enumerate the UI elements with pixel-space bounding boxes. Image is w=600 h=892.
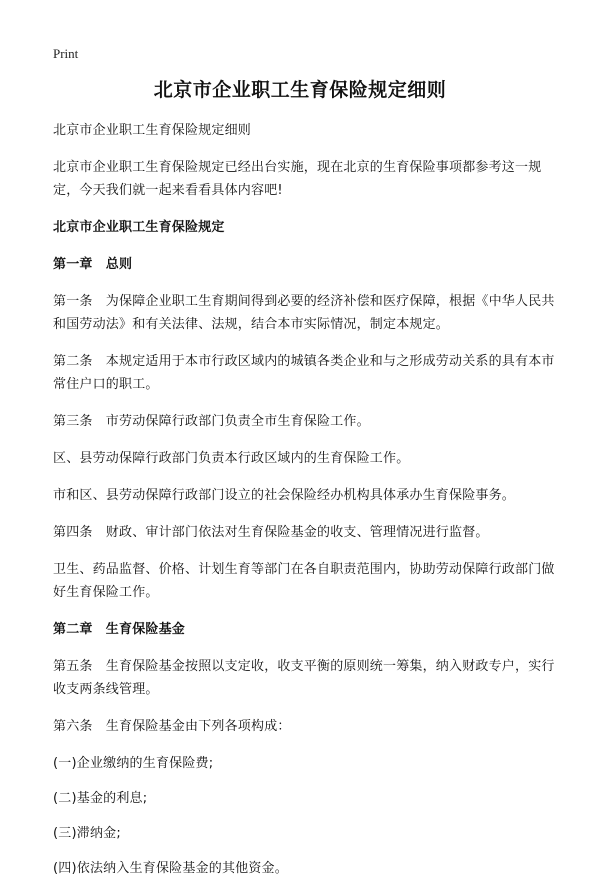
article-2-paragraph: 第二条 本规定适用于本市行政区域内的城镇各类企业和与之形成劳动关系的具有本市常住户口的职工。 (53, 354, 555, 392)
article-3-paragraph: 第三条 市劳动保障行政部门负责全市生育保险工作。 (53, 414, 370, 429)
intro-paragraph: 北京市企业职工生育保险规定已经出台实施，现在北京的生育保险事项都参考这一规定，今天我们就一起来看看具体内容吧! (53, 160, 542, 198)
article-4-paragraph: 第四条 财政、审计部门依法对生育保险基金的收支、管理情况进行监督。 (53, 525, 489, 540)
article-6-paragraph: 第六条 生育保险基金由下列各项构成： (53, 719, 291, 734)
article-4-depts-paragraph: 卫生、药品监督、价格、计划生育等部门在各自职责范围内，协助劳动保障行政部门做好生育保险工作。 (53, 562, 555, 600)
list-item: (三)滞纳金; (53, 826, 121, 841)
list-item: (一)企业缴纳的生育保险费; (53, 756, 214, 771)
article-5-paragraph: 第五条 生育保险基金按照以支定收，收支平衡的原则统一筹集，纳入财政专户，实行收支两条线管理。 (53, 659, 555, 697)
article-3-district-paragraph: 区、县劳动保障行政部门负责本行政区域内的生育保险工作。 (53, 451, 410, 466)
list-item: (四)依法纳入生育保险基金的其他资金。 (53, 861, 288, 876)
list-item: (二)基金的利息; (53, 791, 148, 806)
article-1-paragraph: 第一条 为保障企业职工生育期间得到必要的经济补偿和医疗保障，根据《中华人民共和国劳动法》和有关法律、法规，结合本市实际情况，制定本规定。 (53, 294, 555, 332)
document-body (53, 119, 556, 892)
print-link[interactable]: Print (53, 46, 79, 61)
document-title: 北京市企业职工生育保险规定细则 (153, 79, 447, 101)
subtitle-text: 北京市企业职工生育保险规定细则 (53, 123, 252, 138)
regulation-heading: 北京市企业职工生育保险规定 (53, 220, 225, 235)
article-3-agency-paragraph: 市和区、县劳动保障行政部门设立的社会保险经办机构具体承办生育保险事务。 (53, 488, 516, 503)
chapter-1-heading: 第一章 总则 (53, 257, 133, 272)
chapter-2-heading: 第二章 生育保险基金 (53, 622, 186, 637)
